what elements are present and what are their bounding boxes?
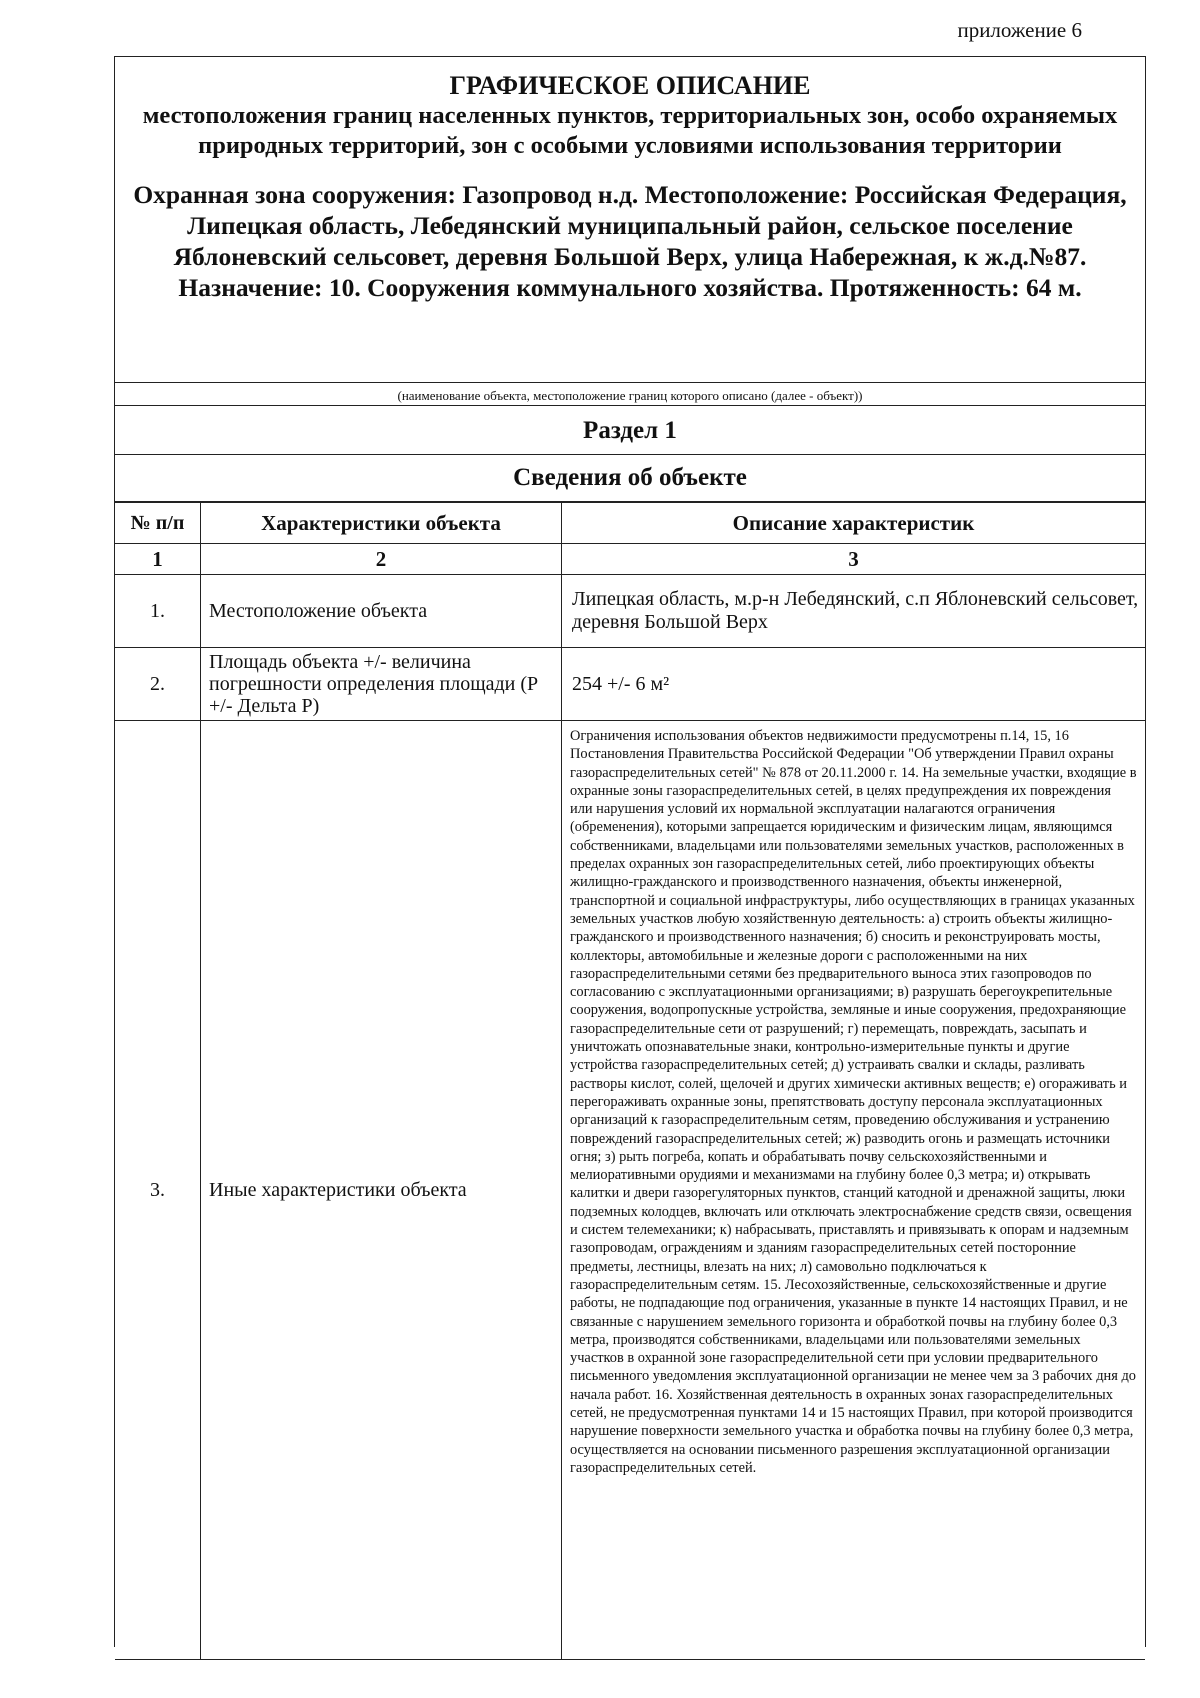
row-description: Ограничения использования объектов недвижимости предусмотрены п.14, 15, 16 Постановления Правительства Российской Федерации "Об утверждении Правил охраны газораспределительных сетей" № 878 от 20.11.2000 г. 14. На земельные участки, входящие в охранные зоны газораспределительных сетей, в целях предупреждения их повреждения или нарушения условий их нормальной эксплуатации налагаются ограничения (обременения), которыми запрещается юридическим и физическим лицам, являющимся собственниками, владельцами или пользователями земельных участков, расположенных в пределах охранных зон газораспределительных сетей, либо проектирующих объекты жилищно-гражданского и производственного назначения, объекты инженерной, транспортной и социальной инфраструктуры, либо осуществляющих в границах указанных земельных участков любую хозяйственную деятельность: а) строить объекты жилищно-гражданского и производственного назначения; б) сносить и реконструировать мосты, коллекторы, автомобильные и железные дороги с расположенными на них газораспределительными сетями без предварительного выноса этих газопроводов по согласованию с эксплуатационными организациями; в) разрушать берегоукрепительные сооружения, водопропускные устройства, земляные и иные сооружения, предохраняющие газораспределительные сети от разрушений; г) перемещать, повреждать, засыпать и уничтожать опознавательные знаки, контрольно-измерительные пункты и другие устройства газораспределительных сетей; д) устраивать свалки и склады, разливать растворы кислот, солей, щелочей и других химически активных веществ; е) огораживать и перегораживать охранные зоны, препятствовать доступу персонала эксплуатационных организаций к газораспределительным сетям, проведению обслуживания и устранению повреждений газораспределительных сетей; ж) разводить огонь и размещать источники огня; з) рыть погреба, копать и обрабатывать почву сельскохозяйственными и мелиоративными орудиями и механизмами на глубину более 0,3 метра; и) открывать калитки и двери газорегуляторных пунктов, станций катодной и дренажной защиты, люки подземных колодцев, включать или отключать электроснабжение средств связи, освещения и систем телемеханики; к) набрасывать, приставлять и привязывать к опорам и надземным газопроводам, ограждениям и зданиям газораспределительных сетей посторонние предметы, лестницы, влезать на них; л) самовольно подключаться к газораспределительным сетям. 15. Лесохозяйственные, сельскохозяйственные и другие работы, не подпадающие под ограничения, указанные в пункте 14 настоящих Правил, и не связанные с нарушением земельного горизонта и обработкой почвы на глубину более 0,3 метра, производятся собственниками, владельцами или пользователями земельных участков в охранной зоне газораспределительной сети при условии предварительного письменного уведомления эксплуатационной организации не менее чем за 3 рабочих дня до начала работ. 16. Хозяйственная деятельность в охранных зонах газораспределительных сетей, не предусмотренная пунктами 14 и 15 настоящих Правил, при которой производится нарушение поверхности земельного участка и обработка почвы на глубину более 0,3 метра, осуществляется на основании письменного разрешения эксплуатационной организации газораспределительных сетей. — [562, 721, 1146, 1660]
col-number-1: 1 — [115, 544, 201, 575]
section-name: Раздел 1 — [115, 408, 1145, 455]
table-row — [115, 648, 1145, 721]
object-info-table — [115, 502, 1145, 1660]
column-number-row — [115, 544, 1145, 575]
header-characteristic: Характеристики объекта — [201, 503, 562, 544]
row-num: 2. — [115, 648, 201, 721]
row-num: 1. — [115, 575, 201, 648]
row-description: Липецкая область, м.р-н Лебедянский, с.п Яблоневский сельсовет, деревня Большой Верх — [562, 575, 1146, 648]
table-row — [115, 721, 1145, 1660]
title-block — [115, 57, 1145, 383]
table-row — [115, 575, 1145, 648]
document-subtitle: местоположения границ населенных пунктов, территориальных зон, особо охраняемых природных территорий, зон с особыми условиями использования территории — [142, 102, 1118, 159]
row-characteristic: Площадь объекта +/- величина погрешности определения площади (P +/- Дельта P) — [201, 648, 562, 721]
section-heading: Сведения об объекте — [115, 455, 1145, 502]
object-description: Охранная зона сооружения: Газопровод н.д. Местоположение: Российская Федерация, Липецкая область, Лебедянский муниципальный район, сельское поселение Яблоневский сельсовет, деревня Большой Верх, улица Набережная, к ж.д.№87. Назначение: 10. Сооружения коммунального хозяйства. Протяженность: 64 м. — [133, 180, 1127, 302]
col-number-2: 2 — [201, 544, 562, 575]
row-description: 254 +/- 6 м² — [562, 648, 1146, 721]
row-num: 3. — [115, 721, 201, 1660]
row-characteristic: Иные характеристики объекта — [201, 721, 562, 1660]
appendix-label: приложение 6 — [957, 18, 1082, 42]
row-characteristic: Местоположение объекта — [201, 575, 562, 648]
col-number-3: 3 — [562, 544, 1146, 575]
header-num: № п/п — [115, 503, 201, 544]
table-header-row — [115, 503, 1145, 544]
document-title: ГРАФИЧЕСКОЕ ОПИСАНИЕ — [449, 71, 811, 100]
object-caption: (наименование объекта, местоположение границ которого описано (далее - объект)) — [115, 387, 1145, 406]
document-frame — [114, 56, 1146, 1647]
header-description: Описание характеристик — [562, 503, 1146, 544]
